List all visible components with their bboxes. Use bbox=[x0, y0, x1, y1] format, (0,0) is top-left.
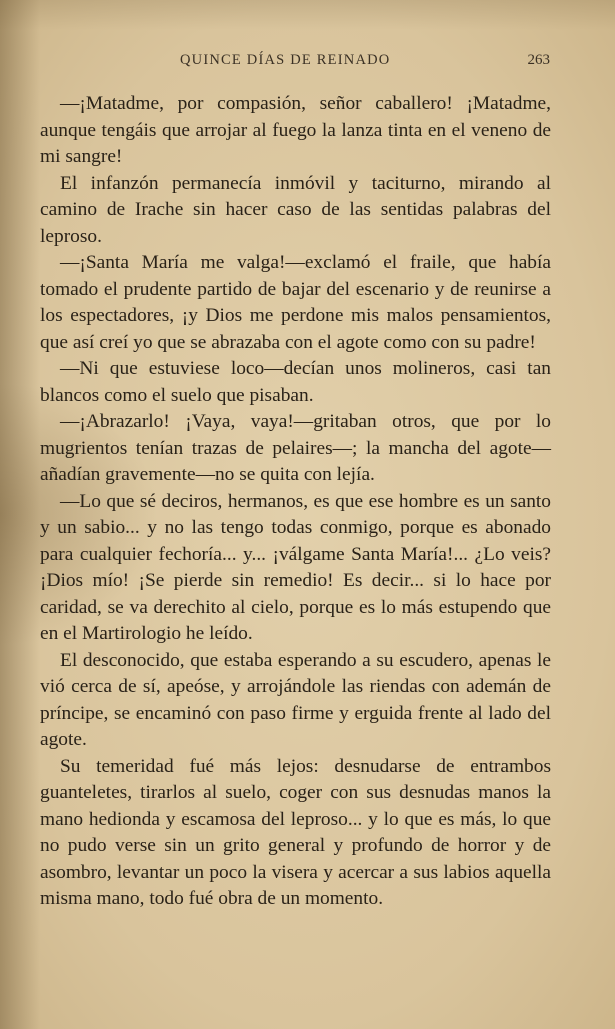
paragraph: El desconocido, que estaba esperando a su escudero, apenas le vió cerca de sí, apeóse, y arrojándole las riendas con ademán de príncipe, se encaminó con paso firme y erguida frente al lado del agote. bbox=[40, 649, 551, 750]
running-title: QUINCE DÍAS DE REINADO bbox=[180, 52, 391, 68]
paragraph: —Ni que estuviese loco—decían unos molineros, casi tan blancos como el suelo que pisaban. bbox=[40, 358, 551, 406]
paragraph: —Lo que sé deciros, hermanos, es que ese hombre es un santo y un sabio... y no las tengo todas conmigo, porque es abonado para cualquier fechoría... y... ¡válgame Santa María!... ¿Lo veis? ¡Dios mío! ¡Se pierde sin remedio! Es decir... si lo hace por caridad, se va derechito al cielo, porque es lo más estupendo que en el Martirologio he leído. bbox=[40, 490, 551, 644]
paragraph: El infanzón permanecía inmóvil y taciturno, mirando al camino de Irache sin hacer caso de las sentidas palabras del leproso. bbox=[40, 172, 551, 247]
paragraph: —¡Matadme, por compasión, señor caballero! ¡Matadme, aunque tengáis que arrojar al fuego la lanza tinta en el veneno de mi sangre! bbox=[40, 93, 551, 167]
paragraph: —¡Santa María me valga!—exclamó el fraile, que había tomado el prudente partido de bajar del escenario y de reunirse a los espectadores, ¡y Dios me perdone mis malos pensamientos, que así creí yo que se abrazaba con el agote como con su padre! bbox=[40, 252, 551, 353]
page-header bbox=[40, 52, 550, 74]
paragraph: —¡Abrazarlo! ¡Vaya, vaya!—gritaban otros, que por lo mugrientos tenían trazas de pelaires—; la mancha del agote—añadían gravemente—no se quita con lejía. bbox=[40, 411, 551, 485]
page-number: 263 bbox=[527, 52, 550, 68]
page-top-shadow bbox=[0, 0, 615, 30]
body-text bbox=[40, 91, 551, 913]
page-edge-shadow bbox=[0, 0, 40, 1029]
paragraph: Su temeridad fué más lejos: desnudarse de entrambos guanteletes, tirarlos al suelo, coger con sus desnudas manos la mano hedionda y escamosa del leproso... y lo que es más, lo que no pudo verse sin un grito general y profundo de horror y de asombro, levantar un poco la visera y acercar a sus labios aquella misma mano, todo fué obra de un momento. bbox=[40, 755, 551, 909]
